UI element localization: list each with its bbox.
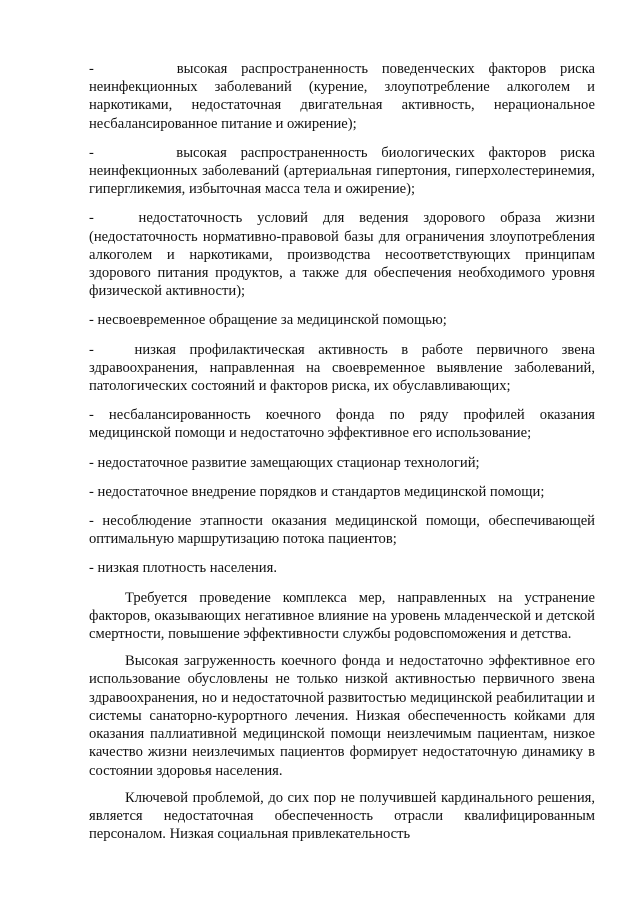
- list-item-substitute-technologies: - недостаточное развитие замещающих стационар технологий;: [89, 454, 480, 471]
- paragraph-bed-fund-load: Высокая загруженность коечного фонда и недостаточно эффективное его использование обусловлены не только низкой активностью первичного звена здравоохранения, но и недостаточной развитостью медицинской реабилитации и системы санаторно-курортного лечения. Низкая обеспеченность койками для оказания паллиативной медицинской помощи неизлечимым пациентам, низкое качество жизни неизлечимых пациентов формирует недостаточную динамику в состоянии здоровья населения.: [89, 653, 595, 779]
- list-item-bed-fund-imbalance: - несбалансированность коечного фонда по ряду профилей оказания медицинской помощи и недостаточно эффективное его использование;: [89, 407, 595, 442]
- list-item-late-medical-care: - несвоевременное обращение за медицинской помощью;: [89, 312, 447, 329]
- list-item-healthy-lifestyle-conditions: - недостаточность условий для ведения здорового образа жизни (недостаточность нормативно-правовой базы для ограничения злоупотребления алкоголем и наркотиками, производства несоответствующих принципам здорового питания продуктов, а также для обеспечения необходимого уровня физической активности);: [89, 210, 595, 300]
- paragraph-key-problem: Ключевой проблемой, до сих пор не получившей кардинального решения, является недостаточная обеспеченность отрасли квалифицированным персоналом. Низкая социальная привлекательность: [89, 789, 595, 843]
- list-item-standards-implementation: - недостаточное внедрение порядков и стандартов медицинской помощи;: [89, 483, 545, 500]
- paragraph-measures-required: Требуется проведение комплекса мер, направленных на устранение факторов, оказывающих негативное влияние на уровень младенческой и детской смертности, повышение эффективности службы родовспоможения и детства.: [89, 589, 595, 643]
- list-item-care-stages: - несоблюдение этапности оказания медицинской помощи, обеспечивающей оптимальную маршрутизацию потока пациентов;: [89, 513, 595, 548]
- list-item-population-density: - низкая плотность населения.: [89, 560, 277, 577]
- document-body: [89, 60, 595, 843]
- list-item-low-preventive-activity: - низкая профилактическая активность в работе первичного звена здравоохранения, направленная на своевременное выявление заболеваний, патологических состояний и факторов риска, их обуславливающих;: [89, 341, 595, 395]
- list-item-biological-risk-factors: - высокая распространенность биологических факторов риска неинфекционных заболеваний (артериальная гипертония, гиперхолестеринемия, гипергликемия, избыточная масса тела и ожирение);: [89, 144, 595, 198]
- list-item-behavioral-risk-factors: - высокая распространенность поведенческих факторов риска неинфекционных заболеваний (курение, злоупотребление алкоголем и наркотиками, недостаточная двигательная активность, нерациональное несбалансированное питание и ожирение);: [89, 61, 595, 132]
